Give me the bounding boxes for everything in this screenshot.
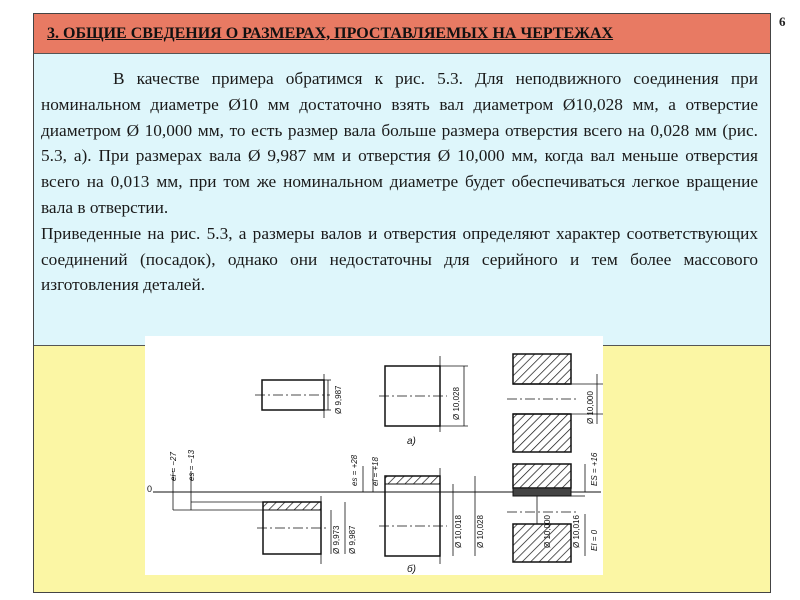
caption-a: а) (407, 436, 416, 447)
es-right-label: es = +28 (350, 454, 359, 486)
shaft-1-tolerance-zone (263, 502, 321, 510)
dim-hole-b-max: Ø 10,016 (572, 515, 581, 548)
hole-part-top-a (513, 354, 571, 384)
dim-shaft-1-a: Ø 9,987 (334, 385, 343, 414)
es-left-label: es = −13 (187, 449, 196, 481)
shaft-2-b (385, 476, 440, 556)
drawing-part-b (147, 449, 601, 575)
dim-shaft-2-b-max: Ø 10,028 (476, 515, 485, 548)
ei-right-label: ei = +18 (371, 457, 380, 486)
EI-label: EI = 0 (590, 529, 599, 551)
hole-part-bottom-b (513, 524, 571, 562)
hole-tolerance-zone (513, 488, 571, 496)
technical-drawing (145, 336, 603, 575)
dim-hole-a: Ø 10,000 (586, 391, 595, 424)
ei-left-label: ei = −27 (169, 452, 178, 481)
figure-5-3 (145, 336, 603, 575)
paragraph-1: В качестве примера обратимся к рис. 5.3. Для неподвижного соединения при номинальном диаметре Ø10 мм достаточно взять вал диаметром Ø10,028 мм, а отверстие диаметром Ø 10,000 мм, то есть размер вала больше размера отверстия всего на 0,028 мм (рис. 5.3, а). При размерах вала Ø 9,987 мм и отверстия Ø 10,000 мм, когда вал меньше отверстия всего на 0,013 мм, при том же номинальном диаметре будет обеспечиваться легкое вращение вала в отверстии. (41, 69, 758, 217)
title-bar (34, 14, 770, 54)
slide-title: 3. ОБЩИЕ СВЕДЕНИЯ О РАЗМЕРАХ, ПРОСТАВЛЯЕМЫХ НА ЧЕРТЕЖАХ (47, 25, 614, 42)
dim-shaft-1-b-min: Ø 9,973 (332, 525, 341, 554)
ES-label: ES = +16 (590, 452, 599, 486)
shaft-2-tolerance-zone (385, 476, 440, 484)
dim-shaft-2-b-min: Ø 10,018 (454, 515, 463, 548)
page-number: 6 (779, 14, 786, 29)
drawing-part-a (255, 354, 603, 452)
caption-b: б) (407, 564, 416, 575)
text-block (34, 54, 770, 346)
dim-shaft-1-b-max: Ø 9,987 (348, 525, 357, 554)
dim-shaft-2-a: Ø 10,028 (452, 387, 461, 420)
paragraph-2: Приведенные на рис. 5.3, а размеры валов и отверстия определяют характер соответствующих соединений (посадок), однако они недостаточны для серийного и тем более массового изготовления деталей. (41, 223, 758, 295)
hole-part-bottom-a (513, 414, 571, 452)
zero-line-label: 0 (147, 484, 153, 494)
hole-part-top-b (513, 464, 571, 488)
dim-hole-b-min: Ø 10,000 (543, 515, 552, 548)
